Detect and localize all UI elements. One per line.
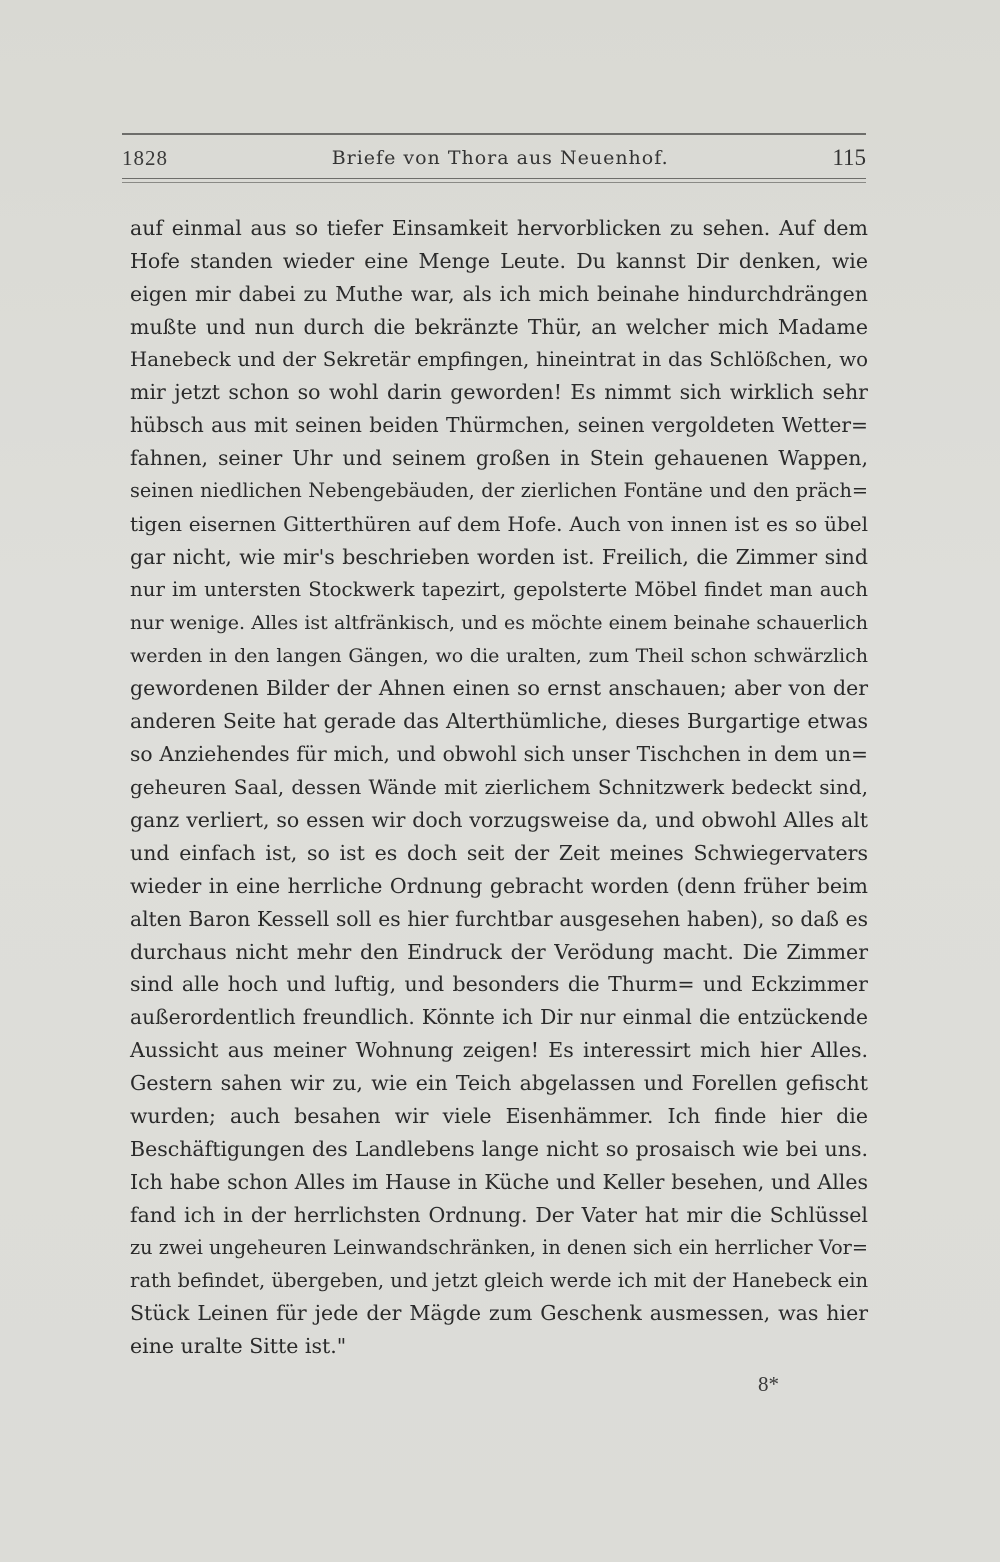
- body-text: [130, 212, 868, 1363]
- text-line: zu zwei ungeheuren Leinwandschränken, in denen sich ein herrlicher Vor=: [130, 1235, 868, 1259]
- header-rule-bottom-thin: [122, 182, 866, 183]
- text-line: so Anziehendes für mich, und obwohl sich unser Tischchen in dem un=: [130, 742, 868, 767]
- header-rule-top: [122, 133, 866, 135]
- header-rule-bottom: [122, 178, 866, 179]
- text-line: Hanebeck und der Sekretär empfingen, hineintrat in das Schlößchen, wo: [130, 347, 868, 371]
- text-line: und einfach ist, so ist es doch seit der Zeit meines Schwiegervaters: [130, 840, 868, 865]
- text-line: ganz verliert, so essen wir doch vorzugsweise da, und obwohl Alles alt: [130, 808, 868, 833]
- text-line: seinen niedlichen Nebengebäuden, der zierlichen Fontäne und den präch=: [130, 479, 868, 503]
- text-line: mir jetzt schon so wohl darin geworden! Es nimmt sich wirklich sehr: [130, 380, 868, 405]
- text-line: tigen eisernen Gitterthüren auf dem Hofe. Auch von innen ist es so übel: [130, 512, 868, 537]
- running-header: [122, 140, 866, 176]
- header-title: Briefe von Thora aus Neuenhof.: [331, 147, 669, 169]
- text-line: gewordenen Bilder der Ahnen einen so ernst anschauen; aber von der: [130, 676, 868, 701]
- text-line: sind alle hoch und luftig, und besonders die Thurm= und Eckzimmer: [130, 972, 868, 997]
- page-number: 115: [832, 145, 866, 170]
- signature-mark: 8*: [758, 1372, 779, 1396]
- text-line: rath befindet, übergeben, und jetzt gleich werde ich mit der Hanebeck ein: [130, 1268, 869, 1292]
- text-line: durchaus nicht mehr den Eindruck der Verödung macht. Die Zimmer: [130, 939, 868, 964]
- text-line: Aussicht aus meiner Wohnung zeigen! Es interessirt mich hier Alles.: [130, 1038, 868, 1063]
- text-line: eine uralte Sitte ist.": [130, 1334, 347, 1359]
- text-line: auf einmal aus so tiefer Einsamkeit hervorblicken zu sehen. Auf dem: [130, 216, 868, 240]
- text-line: geheuren Saal, dessen Wände mit zierlichem Schnitzwerk bedeckt sind,: [130, 775, 868, 800]
- text-line: wieder in eine herrliche Ordnung gebracht worden (denn früher beim: [130, 873, 868, 898]
- text-line: nur im untersten Stockwerk tapezirt, gepolsterte Möbel findet man auch: [130, 577, 868, 601]
- text-line: alten Baron Kessell soll es hier furchtbar ausgesehen haben), so daß es: [130, 906, 868, 931]
- text-line: Hofe standen wieder eine Menge Leute. Du kannst Dir denken, wie: [130, 248, 868, 273]
- text-line: fahnen, seiner Uhr und seinem großen in Stein gehauenen Wappen,: [130, 446, 868, 471]
- text-line: Stück Leinen für jede der Mägde zum Geschenk ausmessen, was hier: [130, 1301, 868, 1326]
- text-line: mußte und nun durch die bekränzte Thür, an welcher mich Madame: [130, 314, 868, 339]
- text-line: wurden; auch besahen wir viele Eisenhämmer. Ich finde hier die: [130, 1104, 868, 1129]
- text-line: Beschäftigungen des Landlebens lange nicht so prosaisch wie bei uns.: [130, 1136, 868, 1161]
- text-line: nur wenige. Alles ist altfränkisch, und es möchte einem beinahe schauerlich: [130, 611, 868, 634]
- text-line: werden in den langen Gängen, wo die uralten, zum Theil schon schwärzlich: [130, 644, 868, 667]
- text-line: außerordentlich freundlich. Könnte ich Dir nur einmal die entzückende: [130, 1005, 868, 1030]
- text-line: Ich habe schon Alles im Hause in Küche und Keller besehen, und Alles: [130, 1169, 868, 1194]
- text-line: Gestern sahen wir zu, wie ein Teich abgelassen und Forellen gefischt: [130, 1071, 868, 1096]
- header-year: 1828: [122, 145, 168, 170]
- text-line: gar nicht, wie mir's beschrieben worden ist. Freilich, die Zimmer sind: [130, 544, 868, 569]
- text-line: eigen mir dabei zu Muthe war, als ich mich beinahe hindurchdrängen: [130, 281, 868, 306]
- text-line: anderen Seite hat gerade das Alterthümliche, dieses Burgartige etwas: [130, 709, 868, 734]
- text-line: hübsch aus mit seinen beiden Thürmchen, seinen vergoldeten Wetter=: [130, 413, 868, 438]
- text-line: fand ich in der herrlichsten Ordnung. Der Vater hat mir die Schlüssel: [130, 1202, 868, 1227]
